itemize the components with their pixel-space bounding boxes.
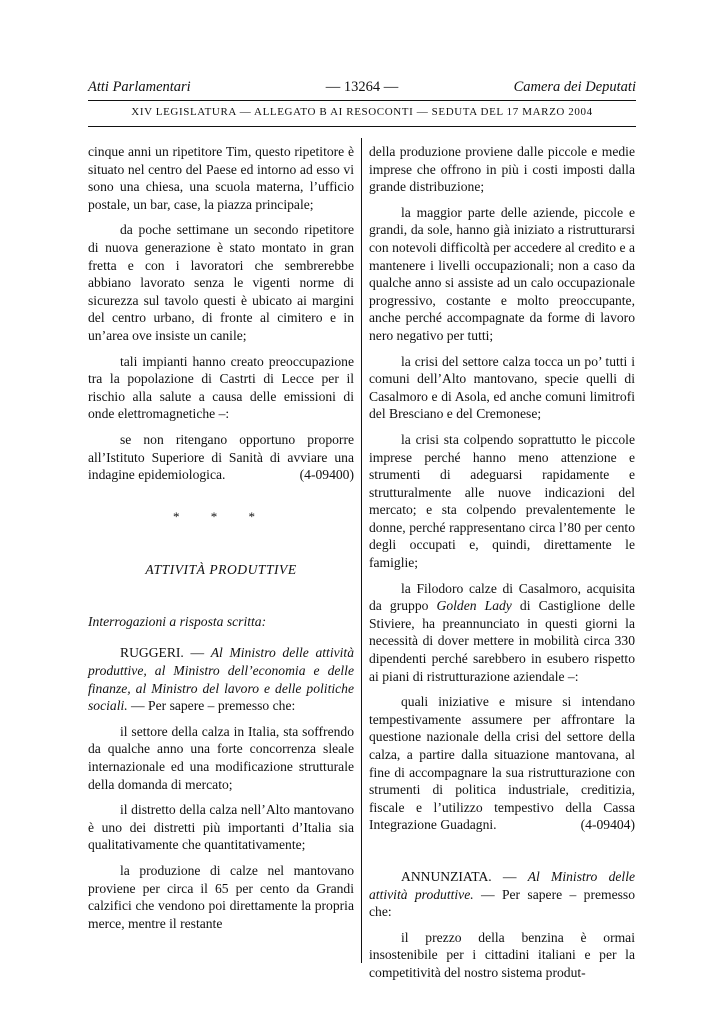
paragraph: la crisi del settore calza tocca un po’ tutti i comuni dell’Alto mantovano, specie quelli di Casalmoro e di Asola, ed anche comuni limitrofi del Bresciano e del Cremonese; xyxy=(369,353,635,422)
addressees: Al Ministro delle attività produttive, al Ministro dell’economia e delle finanze, al Ministro del lavoro e delle politiche sociali. xyxy=(88,645,354,714)
interrogation-code: (4-09400) xyxy=(299,467,354,483)
interrogation-intro xyxy=(88,644,354,714)
paragraph: tali impianti hanno creato preoccupazione tra la popolazione di Castrti di Lecce per il rischio alla salute a causa delle emissioni di onde elettromagnetiche –: xyxy=(88,353,354,422)
paragraph xyxy=(369,693,635,834)
subheader-rule xyxy=(88,126,636,127)
page-header xyxy=(88,79,636,97)
deputy-name: ANNUNZIATA. xyxy=(401,868,492,884)
interrogation-intro xyxy=(369,868,635,921)
addressees: Al Ministro delle attività produttive. xyxy=(369,868,636,902)
paragraph-text: di Castiglione delle Stiviere, ha preannunciato in questi giorni la necessità di dover mettere in mobilità circa 330 dipendenti perché sarebbero in esubero rispetto ai piani di ristrutturazione aziendale –: xyxy=(369,598,636,684)
intro-tail: — Per sapere – premesso che: xyxy=(127,698,296,714)
paragraph: della produzione proviene dalle piccole e medie imprese che offrono in più i costi imposti dalla grande distribuzione; xyxy=(369,144,635,195)
column-divider xyxy=(361,138,362,963)
header-chamber: Camera dei Deputati xyxy=(513,79,636,95)
paragraph xyxy=(88,431,354,484)
header-page-number: — 13264 — xyxy=(325,79,399,95)
paragraph: il prezzo della benzina è ormai insostenibile per i cittadini italiani e per la competitività del nostro sistema produt- xyxy=(369,929,635,980)
interrogation-code: (4-09404) xyxy=(580,817,635,833)
intro-tail: — Per sapere – premesso che: xyxy=(369,886,635,920)
header-publication: Atti Parlamentari xyxy=(88,79,191,95)
paragraph: da poche settimane un secondo ripetitore di nuova generazione è stato montato in gran fretta e con i lavoratori che sembrerebbe abbiano lavorato senza le vigenti norme di sicurezza sul tavolo questi è ubicato ai margini del centro urbano, di fronte al cimitero e in un’area ove insiste un canile; xyxy=(88,222,354,343)
paragraph: il distretto della calza nell’Alto mantovano è uno dei distretti più importanti d’Italia sia qualitativamente che quantitativamente; xyxy=(88,802,354,853)
dash: — xyxy=(491,868,528,884)
section-separator: * * * xyxy=(173,508,269,524)
paragraph xyxy=(369,580,635,686)
paragraph: cinque anni un ripetitore Tim, questo ripetitore è situato nel centro del Paese ed intorno ad esso vi sono una chiesa, una scuola materna, l’ufficio postale, un bar, case, la piazza principale; xyxy=(88,144,354,212)
paragraph-text: quali iniziative e misure si intendano tempestivamente assumere per affrontare la questione nazionale della crisi del settore della calza, a partire dalla situazione mantovana, al fine di accompagnare la sua ristrutturazione con strumenti di politica industriale, creditizia, fiscale e l’utilizzo tempestivo della Cassa Integrazione Guadagni. xyxy=(369,694,635,833)
paragraph-text: se non ritengano opportuno proporre all’Istituto Superiore di Sanità di avviare una indagine epidemiologica. xyxy=(88,431,354,483)
brand-name: Golden Lady xyxy=(436,598,512,614)
paragraph: la produzione di calze nel mantovano proviene per circa il 65 per cento da Grandi calzifici che vendono poi direttamente la propria merce, mentre il restante xyxy=(88,863,354,931)
left-column xyxy=(88,143,354,940)
right-column xyxy=(369,143,635,990)
subsection-title: Interrogazioni a risposta scritta: xyxy=(88,613,267,629)
session-subheader: XIV LEGISLATURA — ALLEGATO B AI RESOCONTI — SEDUTA DEL 17 MARZO 2004 xyxy=(131,106,593,118)
paragraph-text: la Filodoro calze di Casalmoro, acquisita da gruppo xyxy=(369,580,635,614)
paragraph: la maggior parte delle aziende, piccole e grandi, da sole, hanno già iniziato a ristrutturarsi con notevoli difficoltà per accedere al credito e a mantenere i livelli occupazionali; non a caso da qualche anno si assiste ad un calo occupazionale progressivo, costante e molto preoccupante, anche perché accompagnate da forme di lavoro nero negativo per tutti; xyxy=(369,204,635,343)
paragraph: la crisi sta colpendo soprattutto le piccole imprese perché hanno meno attenzione e strumenti di adeguarsi rapidamente e strutturalmente alle nuove indicazioni del mercato; e sta colpendo prevalentemente le donne, perché rappresentano circa l’80 per cento degli occupati e, quindi, direttamente le famiglie; xyxy=(369,431,635,571)
section-title: ATTIVITÀ PRODUTTIVE xyxy=(145,562,297,578)
header-rule xyxy=(88,100,636,101)
spacer xyxy=(369,842,635,868)
dash: — xyxy=(183,645,211,661)
paragraph: il settore della calza in Italia, sta soffrendo da qualche anno una forte concorrenza sleale internazionale ed una modificazione strutturale della domanda di mercato; xyxy=(88,723,354,792)
deputy-name: RUGGERI. xyxy=(120,645,184,661)
